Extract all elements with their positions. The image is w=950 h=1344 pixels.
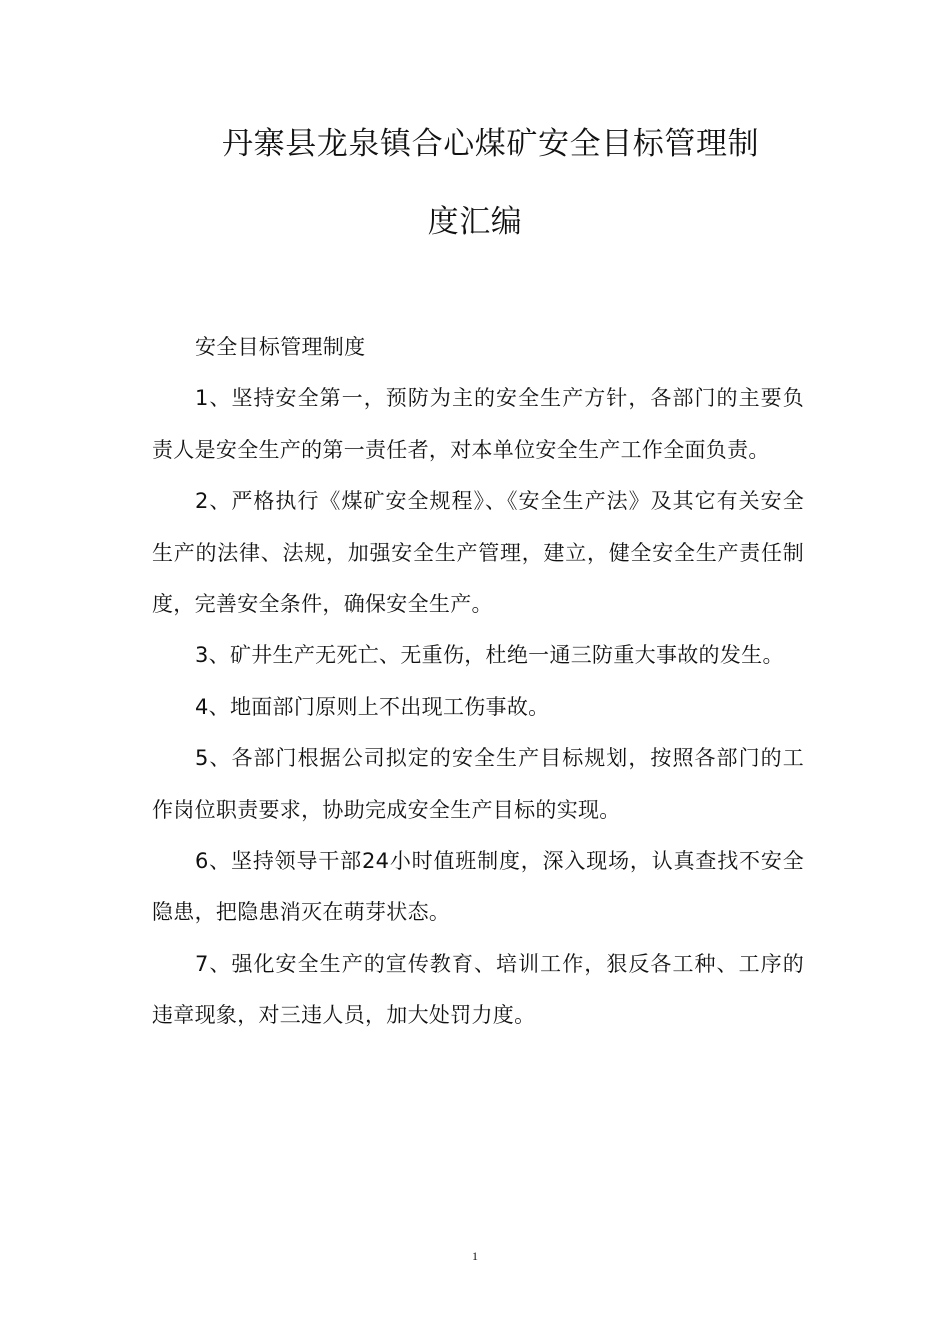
paragraph-2: 2、严格执行《煤矿安全规程》、《安全生产法》及其它有关安全生产的法律、法规，加强安全生产管理，建立，健全安全生产责任制度，完善安全条件，确保安全生产。 bbox=[152, 489, 804, 617]
paragraph-6: 6、坚持领导干部24小时值班制度，深入现场，认真查找不安全隐患，把隐患消灭在萌芽状态。 bbox=[152, 849, 804, 925]
page-number: 1 bbox=[472, 1249, 478, 1263]
paragraph-7: 7、强化安全生产的宣传教育、培训工作，狠反各工种、工序的违章现象，对三违人员，加大处罚力度。 bbox=[152, 951, 804, 1028]
paragraph-4: 4、地面部门原则上不出现工伤事故。 bbox=[195, 694, 550, 719]
document-title-line-2: 度汇编 bbox=[427, 204, 523, 240]
section-heading: 安全目标管理制度 bbox=[195, 335, 366, 359]
paragraph-3: 3、矿井生产无死亡、无重伤，杜绝一通三防重大事故的发生。 bbox=[195, 643, 784, 668]
paragraph-1: 1、坚持安全第一，预防为主的安全生产方针，各部门的主要负责人是安全生产的第一责任者，对本单位安全生产工作全面负责。 bbox=[152, 386, 804, 462]
paragraph-5: 5、各部门根据公司拟定的安全生产目标规划，按照各部门的工作岗位职责要求，协助完成安全生产目标的实现。 bbox=[152, 746, 804, 822]
document-title-line-1: 丹寨县龙泉镇合心煤矿安全目标管理制 bbox=[222, 126, 760, 162]
document-body bbox=[152, 322, 804, 1042]
